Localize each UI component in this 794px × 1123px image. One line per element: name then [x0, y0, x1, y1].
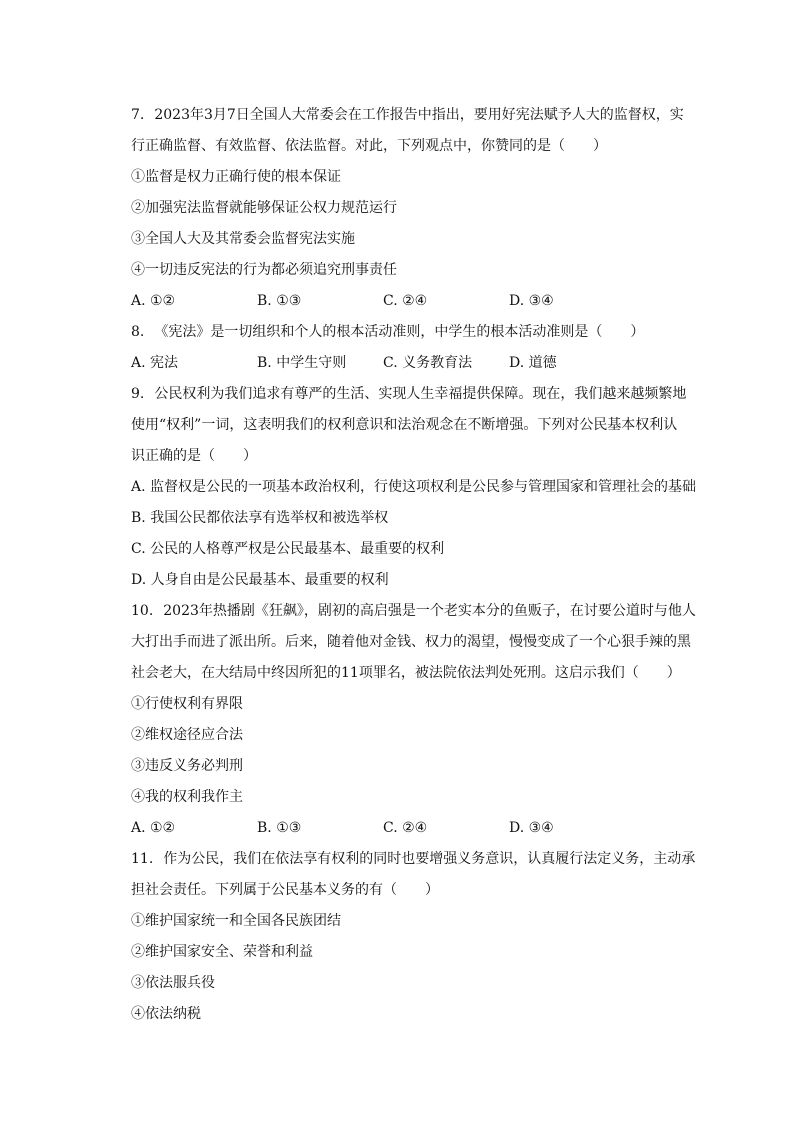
option-c: C. 义务教育法: [383, 355, 473, 371]
question-number: 9.: [131, 386, 145, 402]
question-stem-line: 大打出手而进了派出所。后来，随着他对金钱、权力的渴望，慢慢变成了一个心狠手辣的黑: [131, 634, 691, 650]
question-stem-line: 11. 作为公民，我们在依法享有权利的同时也要增强义务意识，认真履行法定义务，主动承: [131, 851, 696, 867]
question-8: [131, 317, 696, 379]
question-number: 10.: [131, 603, 154, 619]
option-b: B. ①③: [257, 820, 302, 836]
option-a: A. 宪法: [131, 355, 179, 371]
choice-line-c: C. 公民的人格尊严权是公民最基本、最重要的权利: [131, 541, 445, 557]
question-stem-line: 7. 2023年3月7日全国人大常委会在工作报告中指出，要用好宪法赋予人大的监督权，实: [131, 107, 684, 123]
option-d: D. 道德: [509, 355, 557, 371]
statement-item: ②维权途径应合法: [131, 727, 243, 743]
option-c: C. ②④: [383, 293, 428, 309]
statement-item: ①行使权利有界限: [131, 696, 243, 712]
question-number: 11.: [131, 851, 154, 867]
option-a: A. ①②: [131, 293, 176, 309]
question-stem-line: 使用“权利”一词，这表明我们的权利意识和法治观念在不断增强。下列对公民基本权利认: [131, 417, 678, 433]
question-number: 7.: [131, 107, 145, 123]
question-stem-line: 行正确监督、有效监督、依法监督。对此，下列观点中，你赞同的是（ ）: [131, 138, 607, 154]
statement-item: ④我的权利我作主: [131, 789, 243, 805]
choice-line-a: A. 监督权是公民的一项基本政治权利，行使这项权利是公民参与管理国家和管理社会的基础: [131, 479, 697, 495]
statement-item: ④依法纳税: [131, 1006, 201, 1022]
question-stem-line: 社会老大，在大结局中终因所犯的11项罪名，被法院依法判处死刑。这启示我们（ ）: [131, 665, 681, 681]
statement-item: ③违反义务必判刑: [131, 758, 243, 774]
question-stem-line: 9. 公民权利为我们追求有尊严的生活、实现人生幸福提供保障。现在，我们越来越频繁地: [131, 386, 687, 402]
question-stem-line: 担社会责任。下列属于公民基本义务的有（ ）: [131, 882, 439, 898]
question-7: [131, 100, 696, 317]
question-stem-line: 8. 《宪法》是一切组织和个人的根本活动准则，中学生的根本活动准则是（ ）: [131, 324, 645, 340]
option-d: D. ③④: [509, 820, 554, 836]
question-9: [131, 379, 696, 596]
option-b: B. ①③: [257, 293, 302, 309]
statement-item: ①监督是权力正确行使的根本保证: [131, 169, 341, 185]
statement-item: ①维护国家统一和全国各民族团结: [131, 913, 341, 929]
option-c: C. ②④: [383, 820, 428, 836]
question-list: [131, 100, 696, 1030]
choice-line-b: B. 我国公民都依法享有选举权和被选举权: [131, 510, 389, 526]
option-b: B. 中学生守则: [257, 355, 347, 371]
statement-item: ②加强宪法监督就能够保证公权力规范运行: [131, 200, 397, 216]
statement-item: ②维护国家安全、荣誉和利益: [131, 944, 313, 960]
statement-item: ④一切违反宪法的行为都必须追究刑事责任: [131, 262, 397, 278]
choice-line-d: D. 人身自由是公民最基本、最重要的权利: [131, 572, 389, 588]
option-d: D. ③④: [509, 293, 554, 309]
statement-item: ③全国人大及其常委会监督宪法实施: [131, 231, 355, 247]
question-11: [131, 844, 696, 1030]
answer-options: [131, 813, 696, 844]
answer-options: [131, 348, 696, 379]
question-10: [131, 596, 696, 844]
question-stem-line: 10. 2023年热播剧《狂飙》，剧初的高启强是一个老实本分的鱼贩子，在讨要公道时与他人: [131, 603, 696, 619]
option-a: A. ①②: [131, 820, 176, 836]
statement-item: ③依法服兵役: [131, 975, 215, 991]
question-stem-line: 识正确的是（ ）: [131, 448, 257, 464]
question-number: 8.: [131, 324, 145, 340]
answer-options: [131, 286, 696, 317]
